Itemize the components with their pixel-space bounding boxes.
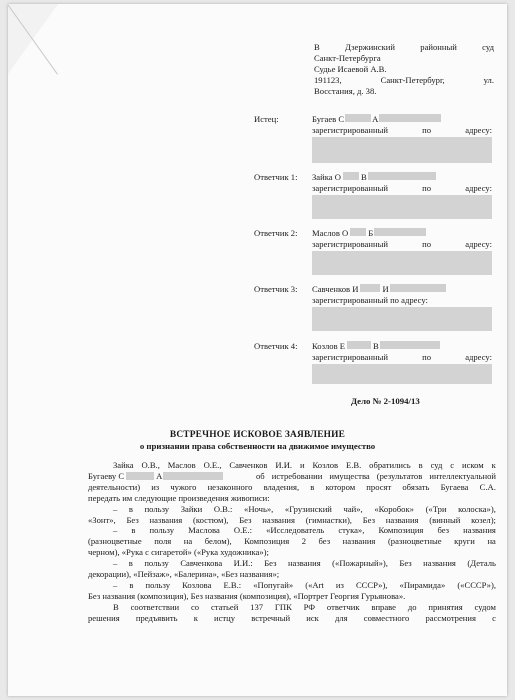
- word: интеллектуальной: [429, 470, 496, 481]
- word: истцу: [214, 612, 236, 623]
- body-line: [88, 504, 496, 515]
- plaintiff-label: Истец:: [254, 114, 279, 124]
- word: В: [113, 601, 119, 612]
- word: ул.: [483, 75, 494, 85]
- word: 137: [250, 601, 264, 612]
- court-line-2: Санкт-Петербурга: [314, 53, 381, 63]
- word: по: [422, 239, 432, 249]
- word: зарегистрированный: [312, 125, 388, 135]
- word: названия: [287, 558, 321, 569]
- word: (винный: [429, 514, 461, 525]
- word: в: [131, 525, 136, 536]
- word: к: [193, 612, 198, 623]
- redaction: [380, 341, 440, 349]
- word: адресу:: [465, 239, 492, 249]
- word: зарегистрированный: [312, 239, 388, 249]
- defendant-name-part: В: [360, 172, 367, 182]
- word: 2: [301, 536, 306, 547]
- body-line: [88, 471, 496, 482]
- word: со: [190, 601, 200, 612]
- redaction: [350, 228, 366, 236]
- word: «Грузинский: [284, 503, 332, 514]
- word: Без: [126, 514, 139, 525]
- word: Санкт-Петербург,: [380, 75, 445, 85]
- word: («Три: [425, 503, 447, 514]
- body-line: [88, 482, 496, 493]
- word: ГПК: [274, 601, 292, 612]
- word: статьей: [210, 601, 239, 612]
- word: имущества: [329, 470, 370, 481]
- redaction: [126, 472, 154, 480]
- word: судом: [474, 601, 496, 612]
- plaintiff-name-part: Бугаев С: [312, 114, 345, 124]
- defendant-4-block: [312, 341, 492, 363]
- word: «Зонт»,: [88, 514, 116, 525]
- word: пользу: [145, 579, 170, 590]
- word: обратились: [369, 460, 411, 470]
- word: предъявить: [135, 612, 178, 623]
- court-line-4: [314, 75, 494, 86]
- word: по: [422, 125, 432, 135]
- defendant-name-part: И: [382, 284, 389, 294]
- word: вправе: [371, 601, 396, 612]
- word: названия: [385, 514, 419, 525]
- court-line-1: [314, 42, 494, 53]
- word: (Деталь: [467, 558, 496, 569]
- word: Зайки: [180, 503, 203, 514]
- word: чужого: [170, 481, 197, 492]
- word: принятия: [428, 601, 463, 612]
- word: совместного: [363, 612, 410, 623]
- redaction: [347, 341, 371, 349]
- word: (разноцветные: [387, 536, 442, 547]
- word: пользу: [144, 503, 170, 514]
- word: –: [113, 558, 118, 569]
- word: адресу:: [465, 352, 492, 362]
- word: Без: [362, 514, 375, 525]
- address-redaction: [312, 251, 492, 275]
- word: об: [256, 470, 265, 481]
- defendant-3-block: [312, 284, 492, 306]
- word: (гимнастки),: [305, 514, 352, 525]
- word: деятельности): [88, 481, 141, 492]
- word: О.В.:: [213, 503, 233, 514]
- word: по: [422, 183, 432, 193]
- word: РФ: [303, 601, 316, 612]
- defendant-address-label: [312, 183, 492, 194]
- word: козел);: [471, 514, 496, 525]
- body-line: [88, 602, 496, 613]
- word: владения,: [263, 481, 300, 492]
- word: (костюм),: [193, 514, 229, 525]
- body-line: [88, 515, 496, 526]
- redaction: [368, 172, 436, 180]
- address-redaction: [312, 137, 492, 163]
- word: Савченкова: [180, 558, 223, 569]
- word: Композиция: [244, 536, 290, 547]
- word: колоска»),: [458, 503, 496, 514]
- word: Савченков: [229, 460, 268, 470]
- case-number: Дело № 2-1094/13: [351, 396, 420, 406]
- word: «Коробок»: [374, 503, 414, 514]
- word: Без: [264, 558, 277, 569]
- word: в: [128, 503, 133, 514]
- word: зарегистрированный: [312, 183, 388, 193]
- word: просят: [366, 481, 392, 492]
- defendant-2-label: Ответчик 2:: [254, 228, 298, 238]
- word: О.Е.,: [203, 460, 222, 470]
- redaction: [390, 284, 446, 292]
- word: названия: [262, 514, 295, 525]
- word: из: [151, 481, 160, 492]
- court-line-5: Восстания, д. 38.: [314, 86, 377, 96]
- defendant-1-label: Ответчик 1:: [254, 172, 298, 182]
- word: районный: [420, 42, 457, 52]
- word: обязать: [402, 481, 430, 492]
- word: Без: [239, 514, 252, 525]
- body-text: Бугаеву С: [88, 470, 125, 481]
- defendant-name-part: В: [373, 341, 379, 351]
- word: к: [491, 460, 496, 470]
- defendant-3-label: Ответчик 3:: [254, 284, 298, 294]
- word: О.Е.:: [233, 525, 253, 536]
- word: встречный: [251, 612, 291, 623]
- word: истребовании: [271, 470, 323, 481]
- word: для: [334, 612, 348, 623]
- word: Козлов: [312, 460, 339, 470]
- word: Козлова: [182, 579, 212, 590]
- word: Без: [399, 558, 412, 569]
- word: белом),: [204, 536, 232, 547]
- word: без: [318, 536, 331, 547]
- word: зарегистрированный: [312, 352, 388, 362]
- body-line: декорации), «Пейзаж», «Балерина», «Без названия»;: [88, 569, 280, 580]
- word: круги: [454, 536, 475, 547]
- plaintiff-name-part: А: [372, 114, 379, 124]
- word: С.А.: [479, 481, 496, 492]
- word: из: [335, 579, 344, 590]
- word: О.В.,: [141, 460, 160, 470]
- word: названия: [423, 558, 456, 569]
- word: («Art: [305, 579, 324, 590]
- word: Маслова: [188, 525, 220, 536]
- defendant-1-block: [312, 172, 492, 194]
- word: адресу:: [465, 183, 492, 193]
- word: И.И.:: [233, 558, 253, 569]
- word: «Исследователь: [266, 525, 325, 536]
- word: 191123,: [314, 75, 342, 85]
- word: в: [129, 579, 134, 590]
- defendant-address-label: [312, 352, 492, 363]
- body-line: Без названия (композиция), Без названия (композиция), «Портрет Георгия Гурьянова».: [88, 590, 406, 601]
- body-line: [88, 613, 496, 624]
- defendant-name-part: Б: [368, 228, 374, 238]
- word: Е.В.: [346, 460, 362, 470]
- word: СССР»),: [355, 579, 388, 590]
- defendant-2-block: [312, 228, 492, 250]
- document-page: [8, 4, 507, 696]
- defendant-name-part: Зайка О: [312, 172, 341, 182]
- word: «Пирамида»: [399, 579, 446, 590]
- word: названия: [342, 536, 376, 547]
- plaintiff-block: [312, 114, 492, 136]
- defendant-4-label: Ответчик 4:: [254, 341, 298, 351]
- word: ответчик: [326, 601, 360, 612]
- body-line: [88, 460, 496, 471]
- defendant-address-label: [312, 239, 492, 250]
- word: –: [113, 525, 118, 536]
- word: без: [437, 525, 450, 536]
- word: в: [418, 460, 423, 470]
- body-line: [88, 536, 496, 547]
- folded-corner: [8, 4, 58, 74]
- redaction: [163, 472, 223, 480]
- word: стука»,: [338, 525, 365, 536]
- body-line: [88, 525, 496, 536]
- word: суд: [430, 460, 443, 470]
- word: незаконного: [207, 481, 253, 492]
- word: Дзержинский: [345, 42, 395, 52]
- word: на: [183, 536, 193, 547]
- word: (результатов: [376, 470, 423, 481]
- word: («СССР»),: [457, 579, 496, 590]
- defendant-name-part: Савченков И: [312, 284, 359, 294]
- court-address-block: [314, 42, 494, 97]
- word: суд: [482, 42, 494, 52]
- body-line: [88, 580, 496, 591]
- body-line: черном), «Рука с сигаретой» («Рука художника»);: [88, 547, 269, 558]
- word: пользу: [149, 525, 175, 536]
- word: Бугаева: [440, 481, 469, 492]
- word: названия: [149, 514, 183, 525]
- word: адресу:: [465, 125, 492, 135]
- redaction: [360, 284, 380, 292]
- word: «Попугай»: [253, 579, 294, 590]
- document-title: ВСТРЕЧНОЕ ИСКОВОЕ ЗАЯВЛЕНИЕ: [169, 430, 346, 440]
- word: в: [128, 558, 133, 569]
- word: Зайка: [113, 460, 134, 470]
- word: («Пожарный»),: [332, 558, 388, 569]
- defendant-address-label: [312, 295, 492, 306]
- word: названия: [463, 525, 496, 536]
- word: –: [113, 503, 118, 514]
- redaction: [343, 172, 359, 180]
- court-line-3: Судье Исаевой А.В.: [314, 64, 387, 74]
- word: поля: [154, 536, 172, 547]
- redaction: [374, 228, 426, 236]
- word: соответствии: [130, 601, 180, 612]
- address-redaction: [312, 364, 492, 384]
- document-subtitle: о признании права собственности на движимое имущество: [139, 441, 376, 451]
- word: в: [310, 481, 315, 492]
- word: Композиция: [378, 525, 424, 536]
- word: иск: [306, 612, 319, 623]
- word: котором: [325, 481, 356, 492]
- defendant-name-part: Маслов О: [312, 228, 349, 238]
- word: пользу: [144, 558, 169, 569]
- word: рассмотрения: [425, 612, 476, 623]
- body-line: передать им следующие произведения живописи:: [88, 492, 270, 503]
- document-body: [88, 460, 496, 624]
- address-redaction: [312, 195, 492, 219]
- word: Е.В.:: [223, 579, 242, 590]
- word: –: [113, 579, 118, 590]
- word: до: [407, 601, 417, 612]
- word: на: [487, 536, 496, 547]
- address-redaction: [312, 307, 492, 331]
- plaintiff-address-label: [312, 125, 492, 136]
- word: В: [314, 42, 320, 52]
- word: с: [450, 460, 455, 470]
- word: Маслов: [167, 460, 196, 470]
- word: (разноцветные: [88, 536, 142, 547]
- defendant-name-part: Козлов Е: [312, 341, 346, 351]
- word: И.И.: [275, 460, 293, 470]
- word: «Ночь»,: [244, 503, 274, 514]
- redaction: [379, 114, 441, 122]
- body-line: [88, 558, 496, 569]
- word: иском: [462, 460, 484, 470]
- word: и: [299, 460, 305, 470]
- word: зарегистрированный по адресу:: [312, 295, 428, 305]
- word: чай»,: [343, 503, 363, 514]
- body-text: А: [156, 470, 163, 481]
- word: решения: [88, 612, 120, 623]
- word: с: [492, 612, 496, 623]
- word: по: [422, 352, 432, 362]
- redaction: [345, 114, 371, 122]
